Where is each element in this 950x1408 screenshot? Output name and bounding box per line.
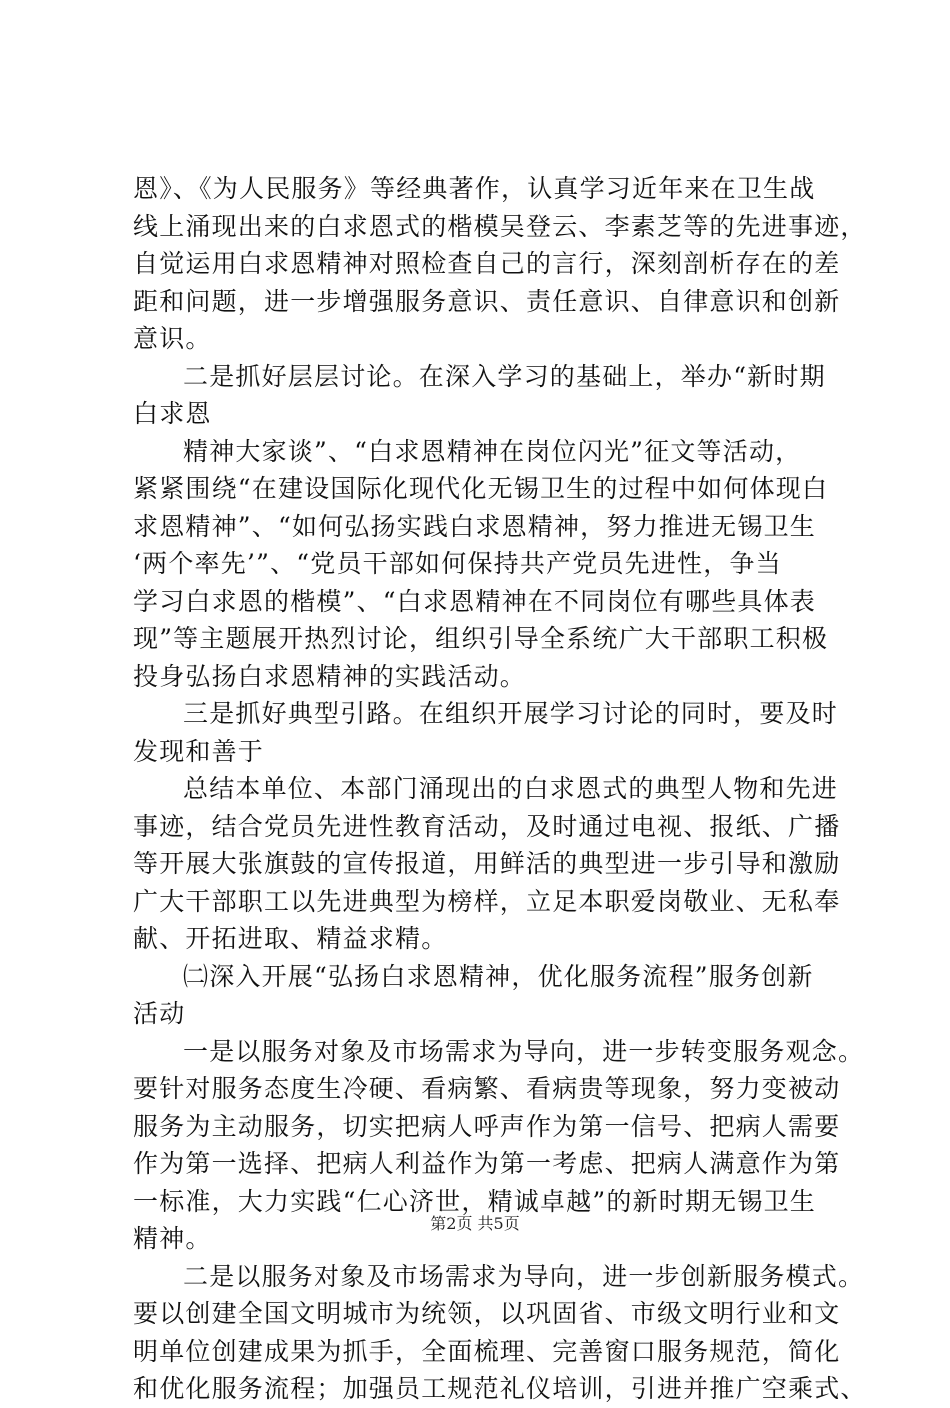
text-line: 距和问题，进一步增强服务意识、责任意识、自律意识和创新	[133, 286, 841, 316]
text-line: 线上涌现出来的白求恩式的楷模吴登云、李素芝等的先进事迹，	[133, 211, 867, 241]
text-line: ㈡深入开展“弘扬白求恩精神，优化服务流程”服务创新	[183, 961, 814, 991]
text-line: 二是以服务对象及市场需求为导向，进一步创新服务模式。	[183, 1261, 865, 1291]
page-footer: 第2页 共5页	[430, 1214, 520, 1233]
text-line: 恩》、《为人民服务》等经典著作，认真学习近年来在卫生战	[133, 174, 816, 203]
text-line: 精神。	[133, 1224, 212, 1253]
text-line: 精神大家谈”、“白求恩精神在岗位闪光”征文等活动，	[183, 436, 802, 466]
text-line: 白求恩	[133, 399, 212, 428]
text-line: 自觉运用白求恩精神对照检查自己的言行，深刻剖析存在的差	[133, 249, 841, 278]
text-line: 一标准，大力实践“仁心济世，精诚卓越”的新时期无锡卫生	[133, 1186, 816, 1216]
text-line: 学习白求恩的楷模”、“白求恩精神在不同岗位有哪些具体表	[133, 586, 816, 616]
text-line: 总结本单位、本部门涌现出的白求恩式的典型人物和先进	[183, 774, 839, 803]
text-line: 求恩精神”、“如何弘扬实践白求恩精神，努力推进无锡卫生	[133, 511, 816, 541]
text-line: 三是抓好典型引路。在组织开展学习讨论的同时，要及时	[183, 699, 839, 728]
text-line: 等开展大张旗鼓的宣传报道，用鲜活的典型进一步引导和激励	[133, 849, 841, 878]
text-line: 紧紧围绕“在建设国际化现代化无锡卫生的过程中如何体现白	[133, 474, 829, 503]
text-line: 现”等主题展开热烈讨论，组织引导全系统广大干部职工积极	[133, 624, 829, 653]
text-line: 事迹，结合党员先进性教育活动，及时通过电视、报纸、广播	[133, 811, 841, 841]
text-line: 发现和善于	[133, 736, 265, 766]
text-line: 活动	[133, 999, 186, 1028]
text-line: 投身弘扬白求恩精神的实践活动。	[133, 661, 527, 691]
text-line: 二是抓好层层讨论。在深入学习的基础上，举办“新时期	[183, 361, 826, 391]
text-line: 服务为主动服务，切实把病人呼声作为第一信号、把病人需要	[133, 1111, 841, 1141]
text-line: 作为第一选择、把病人利益作为第一考虑、把病人满意作为第	[133, 1149, 841, 1178]
text-line: ‘两个率先’”、“党员干部如何保持共产党员先进性，争当	[133, 549, 782, 578]
text-line: 要针对服务态度生冷硬、看病繁、看病贵等现象，努力变被动	[133, 1074, 841, 1103]
text-line: 一是以服务对象及市场需求为导向，进一步转变服务观念。	[183, 1036, 865, 1066]
text-line: 和优化服务流程；加强员工规范礼仪培训，引进并推广空乘式、	[133, 1374, 867, 1403]
text-line: 意识。	[133, 324, 212, 353]
text-line: 献、开拓进取、精益求精。	[133, 924, 448, 953]
text-line: 要以创建全国文明城市为统领，以巩固省、市级文明行业和文	[133, 1299, 841, 1328]
text-line: 广大干部职工以先进典型为榜样，立足本职爱岗敬业、无私奉	[133, 886, 841, 916]
text-line: 明单位创建成果为抓手，全面梳理、完善窗口服务规范，简化	[133, 1336, 841, 1366]
